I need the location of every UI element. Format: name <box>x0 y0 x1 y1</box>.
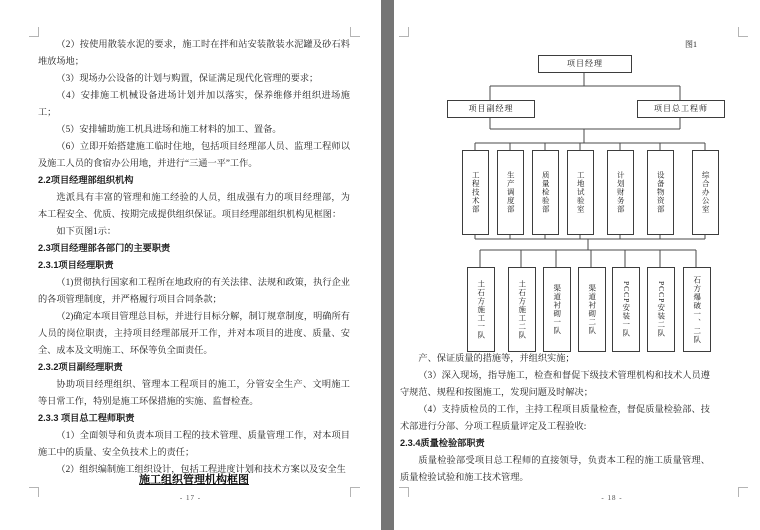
paragraph: （6）立即开始搭建施工临时住地，包括项目经理部人员、监理工程师以及施工人员的食宿办公用地，并进行“三通一平”工作。 <box>38 141 350 168</box>
paragraph: （3）现场办公设备的计划与购置，保证满足现代化管理的要求； <box>56 73 319 83</box>
paragraph: （5）安排辅助施工机具进场和施工材料的加工、置备。 <box>56 124 282 134</box>
section-heading: 2.3.4质量检验部职责 <box>400 438 485 448</box>
org-box-team: PCCP安装二队 <box>647 267 675 352</box>
crop-mark <box>738 487 748 497</box>
crop-mark <box>399 487 409 497</box>
section-heading: 2.3.3 项目总工程师职责 <box>38 413 135 423</box>
org-box-project-manager: 项目经理 <box>538 55 632 73</box>
org-box-deputy-manager: 项目副经理 <box>447 100 535 118</box>
org-box-department: 综合办公室 <box>692 150 719 235</box>
paragraph: （1)贯彻执行国家和工程所在地政府的有关法律、法规和政策，执行企业的各项管理制度，并严格履行项目合同条款； <box>38 277 350 304</box>
page-number: - 17 - <box>179 494 202 502</box>
org-box-department: 设备物资部 <box>647 150 674 235</box>
paragraph: 选派具有丰富的管理和施工经验的人员，组成强有力的项目经理部，为本工程安全、优质、按期完成提供组织保证。项目经理部组织机构见框图： <box>38 192 350 219</box>
org-box-team: 土石方施工二队 <box>508 267 536 352</box>
org-box-team: 土石方施工一队 <box>467 267 495 352</box>
paragraph: （4）支持质检员的工作，主持工程项目质量检查，督促质量检验部、技术部进行分部、分项工程质量评定及工程验收: <box>400 404 710 431</box>
org-box-team: PCCP安装一队 <box>612 267 640 352</box>
document-page-right <box>394 0 760 530</box>
org-box-team: 石方爆破一、二队 <box>683 267 711 352</box>
org-box-team: 渠道衬砌二队 <box>578 267 606 352</box>
org-box-chief-engineer: 项目总工程师 <box>637 100 725 118</box>
section-heading: 2.2项目经理部组织机构 <box>38 175 134 185</box>
section-heading: 2.3项目经理部各部门的主要职责 <box>38 243 171 253</box>
crop-mark <box>738 27 748 37</box>
paragraph: 协助项目经理组织、管理本工程项目的施工，分管安全生产、文明施工等日常工作，特别是施工环保措施的实施、监督检查。 <box>38 379 350 406</box>
right-page-text <box>400 350 710 486</box>
org-box-team: 渠道衬砌一队 <box>543 267 571 352</box>
left-page-text <box>38 36 350 478</box>
crop-mark <box>399 27 409 37</box>
crop-mark <box>350 27 360 37</box>
paragraph: （2)确定本项目管理总目标，并进行目标分解，制订规章制度，明确所有人员的岗位职责，主持项目经理部展开工作，并对本项目的进度、质量、安全、成本及文明施工、环保等负全面责任。 <box>38 311 350 355</box>
org-box-department: 工地试验室 <box>567 150 594 235</box>
org-box-department: 质量检验部 <box>532 150 559 235</box>
section-heading: 2.3.2项目副经理职责 <box>38 362 123 372</box>
figure-caption: 施工组织管理机构框图 <box>139 474 249 486</box>
paragraph: （3）深入现场，指导施工，检查和督促下级技术管理机构和技术人员遵守规范、规程和按图施工，发现问题及时解决； <box>400 370 710 397</box>
figure-label: 图1 <box>685 40 697 49</box>
paragraph: （2）按使用散装水泥的要求，施工时在拌和站安装散装水泥罐及砂石料堆放场地； <box>38 39 350 66</box>
paragraph: 产、保证质量的措施等，并组织实施； <box>418 353 575 363</box>
paragraph: （2）组织编制施工组织设计，包括工程进度计划和技术方案以及安全生 <box>56 464 346 474</box>
org-box-department: 计划财务部 <box>607 150 634 235</box>
paragraph: （4）安排施工机械设备进场计划并加以落实，保养维修并组织进场施工； <box>38 90 350 117</box>
section-heading: 2.3.1项目经理职责 <box>38 260 114 270</box>
paragraph: 质量检验部受项目总工程师的直接领导，负责本工程的施工质量管理、质量检验试验和施工技术管理。 <box>400 455 710 482</box>
page-number: - 18 - <box>601 494 623 502</box>
org-box-department: 生产调度部 <box>497 150 524 235</box>
paragraph: 如下页图1示： <box>56 226 117 236</box>
page-gutter <box>381 0 394 530</box>
org-box-department: 工程技术部 <box>462 150 489 235</box>
paragraph: （1）全面领导和负责本项目工程的技术管理、质量管理工作，对本项目施工中的质量、安全负技术上的责任； <box>38 430 350 457</box>
